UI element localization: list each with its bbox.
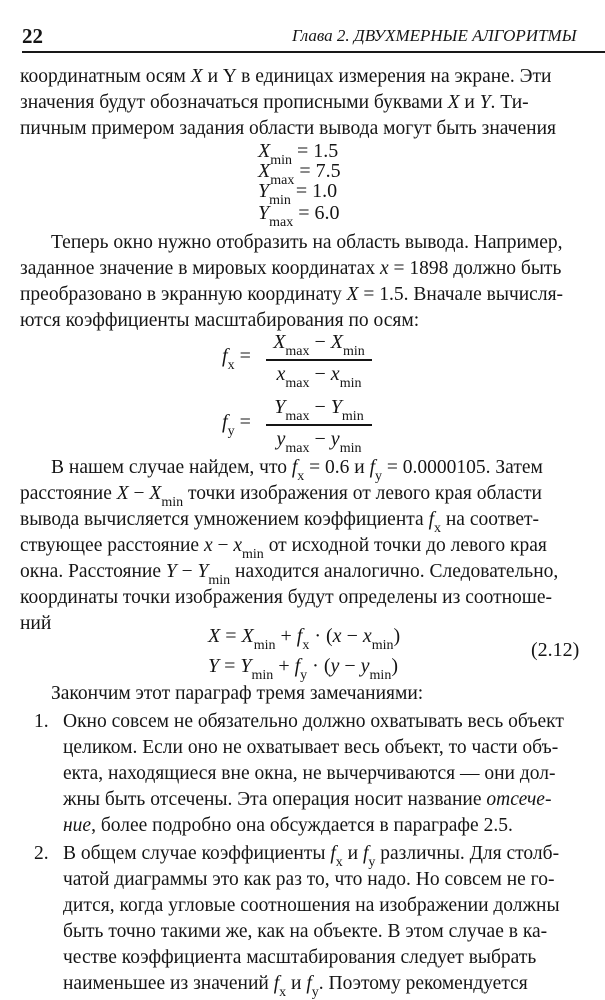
equation-number: (2.12) [531, 639, 580, 661]
page-header [22, 24, 605, 54]
value-xmin: $X_{min} = 1.5$ [258, 140, 339, 168]
list-item-number: 2. [34, 843, 49, 864]
list-item-line: В общем случае коэффициенты $f_x$ и $f_y$ различны. Для столб- [63, 843, 560, 870]
text-line: расстояние $X - X_{min}$ точки изображения от левого края области [20, 483, 542, 510]
formula-fy-denominator: $y_{max} - y_{min}$ [276, 427, 362, 456]
formula-fx-numerator: $X_{max} - X_{min}$ [273, 331, 365, 359]
text-line: Теперь окно нужно отобразить на область вывода. Например, [51, 232, 563, 253]
value-xmax: $X_{max} = 7.5$ [258, 160, 341, 188]
equation-2-12-line-1: $X = X_{min} + f_x \cdot (x - x_{min})$ [208, 625, 401, 653]
list-item-line: наименьшее из значений $f_x$ и $f_y$. Поэтому рекомендуется [63, 973, 528, 1000]
list-item-number: 1. [34, 711, 49, 732]
running-head: Глава 2. ДВУХМЕРНЫЕ АЛГОРИТМЫ [292, 26, 577, 45]
text-line: В нашем случае найдем, что $f_x = 0.6$ и $f_y = 0.0000105$. Затем [51, 457, 543, 484]
text-line: значения будут обозначаться прописными буквами X и Y. Ти- [20, 92, 529, 113]
equation-2-12-line-2: $Y = Y_{min} + f_y \cdot (y - y_{min})$ [208, 655, 398, 683]
list-item-line: честве коэффициента масштабирования следует выбрать [63, 947, 537, 968]
list-item-line: быть точно такими же, как на объекте. В этом случае в ка- [63, 921, 548, 942]
formula-fy-lhs: $f_y$ = [222, 411, 251, 439]
text-line: преобразовано в экранную координату X = 1.5. Вначале вычисля- [20, 284, 564, 305]
text-line: ствующее расстояние $x - x_{min}$ от исходной точки до левого края [20, 535, 547, 562]
list-item-line: ние, более подробно она обсуждается в параграфе 2.5. [63, 815, 513, 836]
text-line: Закончим этот параграф тремя замечаниями: [51, 683, 424, 704]
formula-fx-fraction [266, 330, 372, 389]
formula-fx-denominator: $x_{max} - x_{min}$ [276, 362, 362, 391]
text-line: координатным осям X и Y в единицах измерения на экране. Эти [20, 66, 552, 87]
list-item-line: целиком. Если оно не охватывает весь объект, то части объ- [63, 737, 559, 758]
fraction-bar [266, 424, 372, 426]
text-line: заданное значение в мировых координатах x = 1898 должно быть [20, 258, 562, 279]
formula-fx-lhs: $f_x$ = [222, 345, 251, 373]
page-number: 22 [22, 24, 43, 48]
value-ymin: $Y_{min} = 1.0$ [258, 180, 338, 208]
fraction-bar [266, 359, 372, 361]
list-item-line: дится, когда угловые соотношения на изображении должны [63, 895, 560, 916]
list-item-line: чатой диаграммы это как раз то, что надо. Но совсем не го- [63, 869, 555, 890]
list-item-line: Окно совсем не обязательно должно охватывать весь объект [63, 711, 564, 732]
formula-fy-numerator: $Y_{max} - Y_{min}$ [274, 396, 364, 424]
list-item-line: екта, находящиеся вне окна, не вычерчиваются — они дол- [63, 763, 556, 784]
header-rule [22, 51, 605, 53]
text-line: окна. Расстояние $Y - Y_{min}$ находится аналогично. Следовательно, [20, 561, 559, 588]
value-ymax: $Y_{max} = 6.0$ [258, 202, 340, 230]
text-line: ются коэффициенты масштабирования по осям: [20, 310, 420, 331]
text-line: вывода вычисляется умножением коэффициента $f_x$ на соответ- [20, 509, 540, 536]
text-line: координаты точки изображения будут определены из соотноше- [20, 587, 552, 608]
list-item-line: жны быть отсечены. Эта операция носит название отсече- [63, 789, 552, 810]
text-line: пичным примером задания области вывода могут быть значения [20, 118, 556, 139]
text-line: ний [20, 613, 52, 634]
formula-fy-fraction [266, 395, 372, 454]
